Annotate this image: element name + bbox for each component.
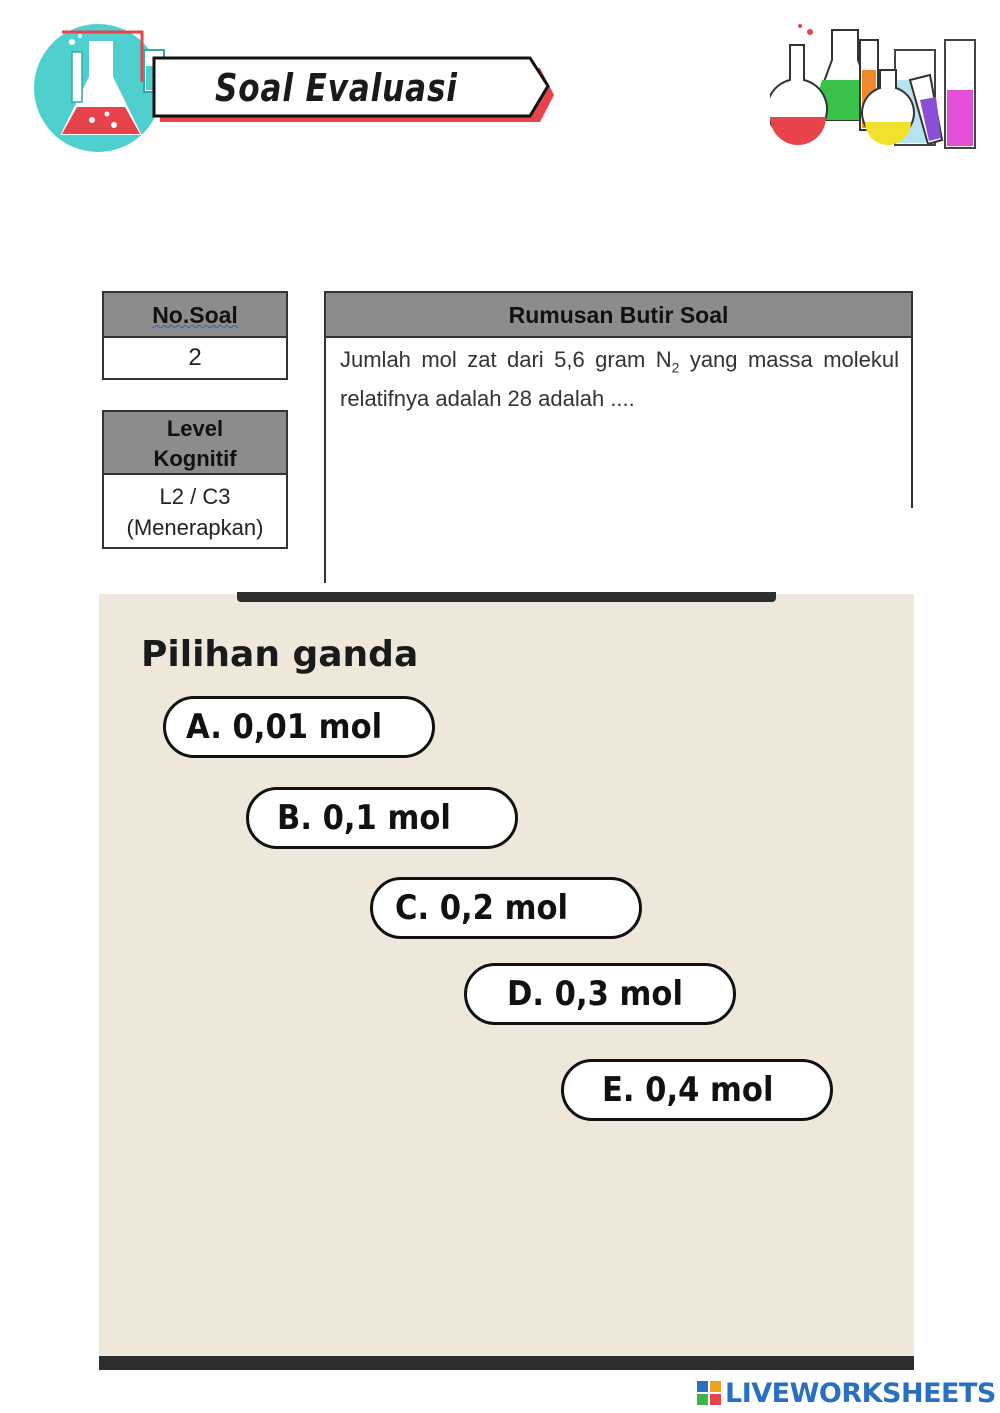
- panel-top-divider: [237, 592, 776, 602]
- laboratory-glassware-icon: [770, 20, 985, 155]
- choice-option-b[interactable]: B. 0,1 mol: [246, 787, 518, 849]
- question-number-value: 2: [188, 344, 202, 371]
- cognitive-level-header: Level Kognitif: [104, 412, 286, 475]
- choice-option-e[interactable]: E. 0,4 mol: [561, 1059, 833, 1121]
- question-text: Jumlah mol zat dari 5,6 gram $N_2$ yang massa molekul relatifnya adalah 28 adalah ....: [340, 347, 899, 412]
- liveworksheets-logo-icon: [697, 1381, 721, 1405]
- question-number-header: No.Soal: [104, 293, 286, 338]
- choices-title: Pilihan ganda: [141, 634, 419, 675]
- liveworksheets-brand[interactable]: [697, 1377, 996, 1409]
- brand-name: LIVEWORKSHEETS: [725, 1377, 996, 1409]
- cognitive-level-table: [102, 410, 288, 549]
- question-number-table: [102, 291, 288, 380]
- choice-option-a[interactable]: A. 0,01 mol: [163, 696, 435, 758]
- choice-option-c[interactable]: C. 0,2 mol: [370, 877, 642, 939]
- question-formulation-table: [324, 291, 913, 583]
- choice-option-d[interactable]: D. 0,3 mol: [464, 963, 736, 1025]
- cognitive-level-value: L2 / C3 (Menerapkan): [126, 484, 264, 540]
- question-formulation-header: Rumusan Butir Soal: [326, 293, 913, 338]
- page-title: Soal Evaluasi: [215, 66, 458, 110]
- panel-bottom-divider: [99, 1356, 914, 1370]
- question-formulation-body: [326, 338, 913, 583]
